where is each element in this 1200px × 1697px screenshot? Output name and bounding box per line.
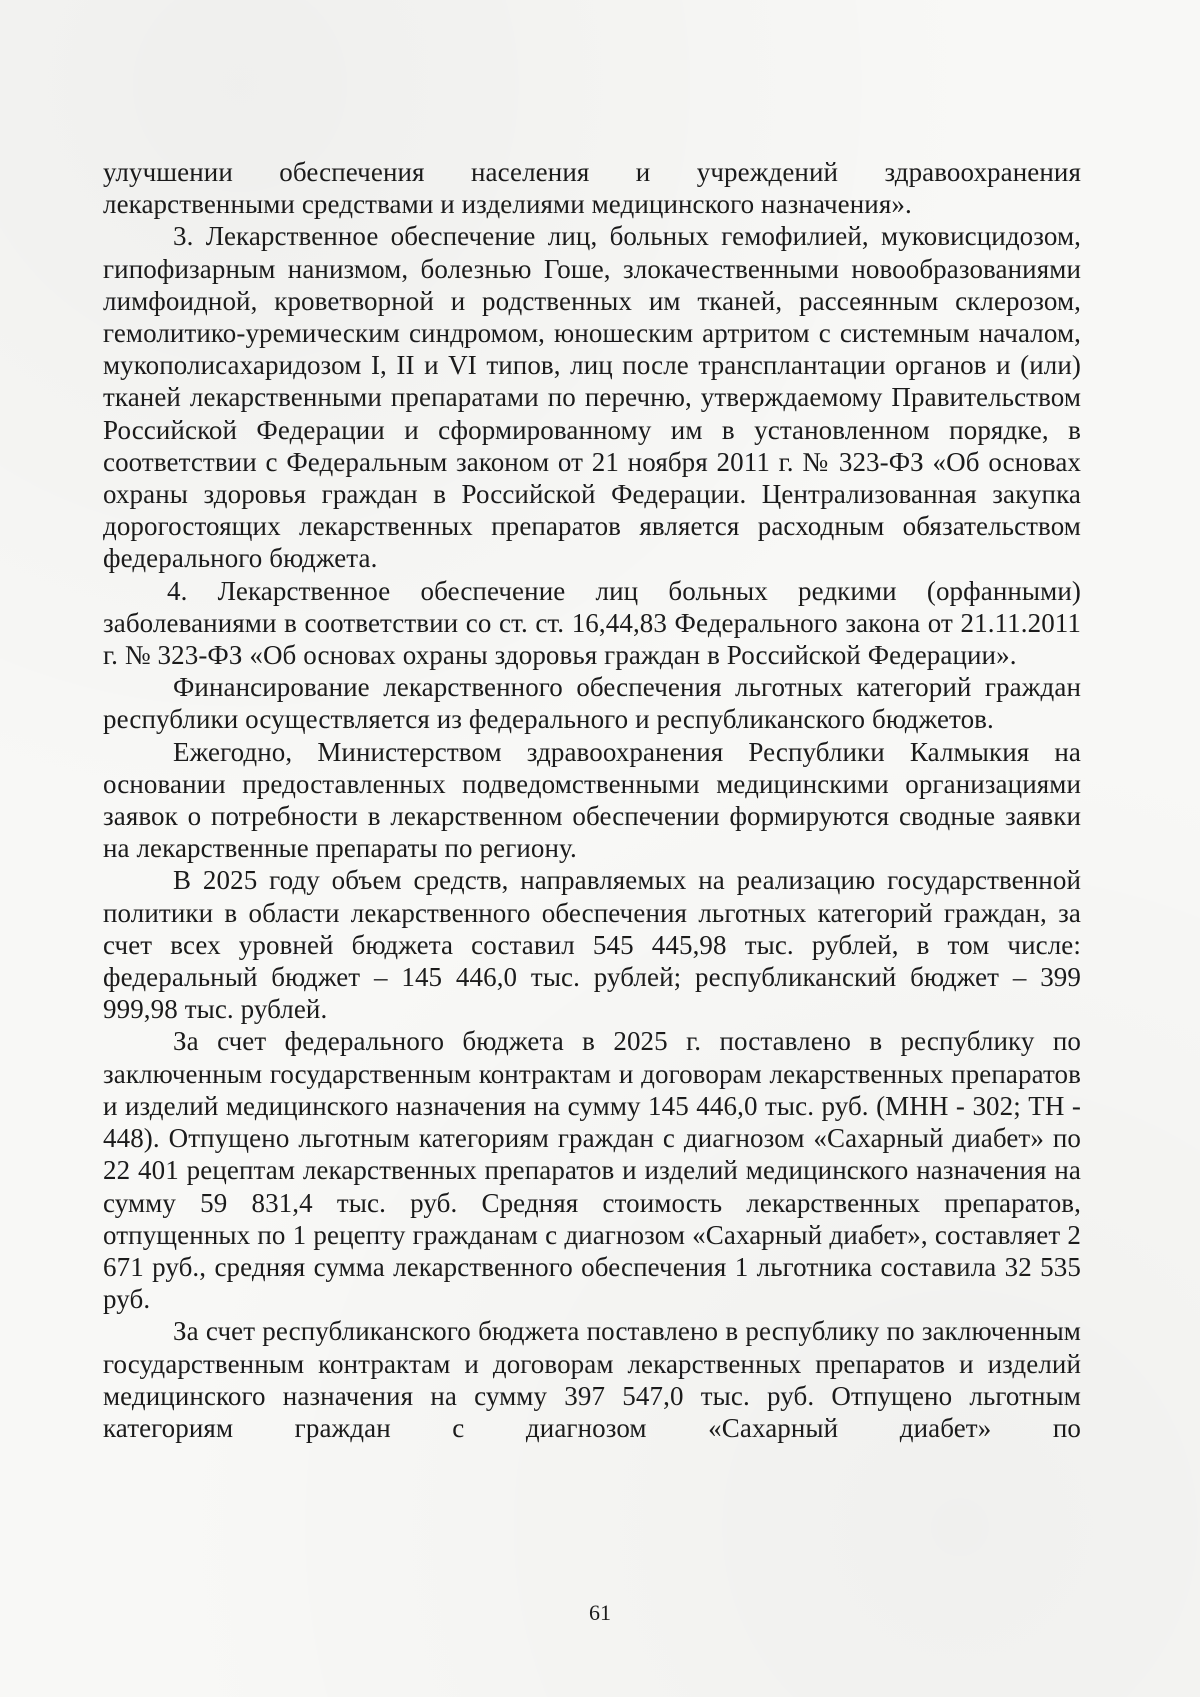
page-number: 61 (589, 1600, 611, 1625)
paragraph-budget-2025: В 2025 году объем средств, направляемых на реализацию государственной политики в области лекарственного обеспечения льготных категорий граждан, за счет всех уровней бюджета составил 545 445,98 тыс. рублей, в том числе: федеральный бюджет – 145 446,0 тыс. рублей; республиканский бюджет – 399 999,98 тыс. рублей. (103, 865, 1081, 1025)
paragraph-item-4: 4. Лекарственное обеспечение лиц больных редкими (орфанными) заболеваниями в соответствии со ст. ст. 16,44,83 Федерального закона от 21.11.2011 г. № 323-ФЗ «Об основах охраны здоровья граждан в Российской Федерации». (103, 575, 1081, 671)
document-body (103, 156, 1081, 1444)
paragraph-item-3: 3. Лекарственное обеспечение лиц, больных гемофилией, муковисцидозом, гипофизарным нанизмом, болезнью Гоше, злокачественными новообразованиями лимфоидной, кроветворной и родственных им тканей, рассеянным склерозом, гемолитико-уремическим синдромом, юношеским артритом с системным началом, мукополисахаридозом I, II и VI типов, лиц после трансплантации органов и (или) тканей лекарственными препаратами по перечню, утверждаемому Правительством Российской Федерации и сформированному им в установленном порядке, в соответствии с Федеральным законом от 21 ноября 2011 г. № 323-ФЗ «Об основах охраны здоровья граждан в Российской Федерации. Централизованная закупка дорогостоящих лекарственных препаратов является расходным обязательством федерального бюджета. (103, 221, 1081, 574)
paragraph-republican-budget: За счет республиканского бюджета поставлено в республику по заключенным государственным контрактам и договорам лекарственных препаратов и изделий медицинского назначения на сумму 397 547,0 тыс. руб. Отпущено льготным категориям граждан с диагнозом «Сахарный диабет» по (103, 1316, 1081, 1443)
paragraph-federal-budget: За счет федерального бюджета в 2025 г. поставлено в республику по заключенным государственным контрактам и договорам лекарственных препаратов и изделий медицинского назначения на сумму 145 446,0 тыс. руб. (МНН - 302; ТН - 448). Отпущено льготным категориям граждан с диагнозом «Сахарный диабет» по 22 401 рецептам лекарственных препаратов и изделий медицинского назначения на сумму 59 831,4 тыс. руб. Средняя стоимость лекарственных препаратов, отпущенных по 1 рецепту гражданам с диагнозом «Сахарный диабет», составляет 2 671 руб., средняя сумма лекарственного обеспечения 1 льготника составила 32 535 руб. (103, 1026, 1081, 1315)
paragraph-continuation: улучшении обеспечения населения и учреждений здравоохранения лекарственными средствами и изделиями медицинского назначения». (103, 157, 1081, 220)
paragraph-annual-requests: Ежегодно, Министерством здравоохранения Республики Калмыкия на основании предоставленных подведомственными медицинскими организациями заявок о потребности в лекарственном обеспечении формируются сводные заявки на лекарственные препараты по региону. (103, 736, 1081, 864)
paragraph-financing: Финансирование лекарственного обеспечения льготных категорий граждан республики осуществляется из федерального и республиканского бюджетов. (103, 672, 1081, 735)
